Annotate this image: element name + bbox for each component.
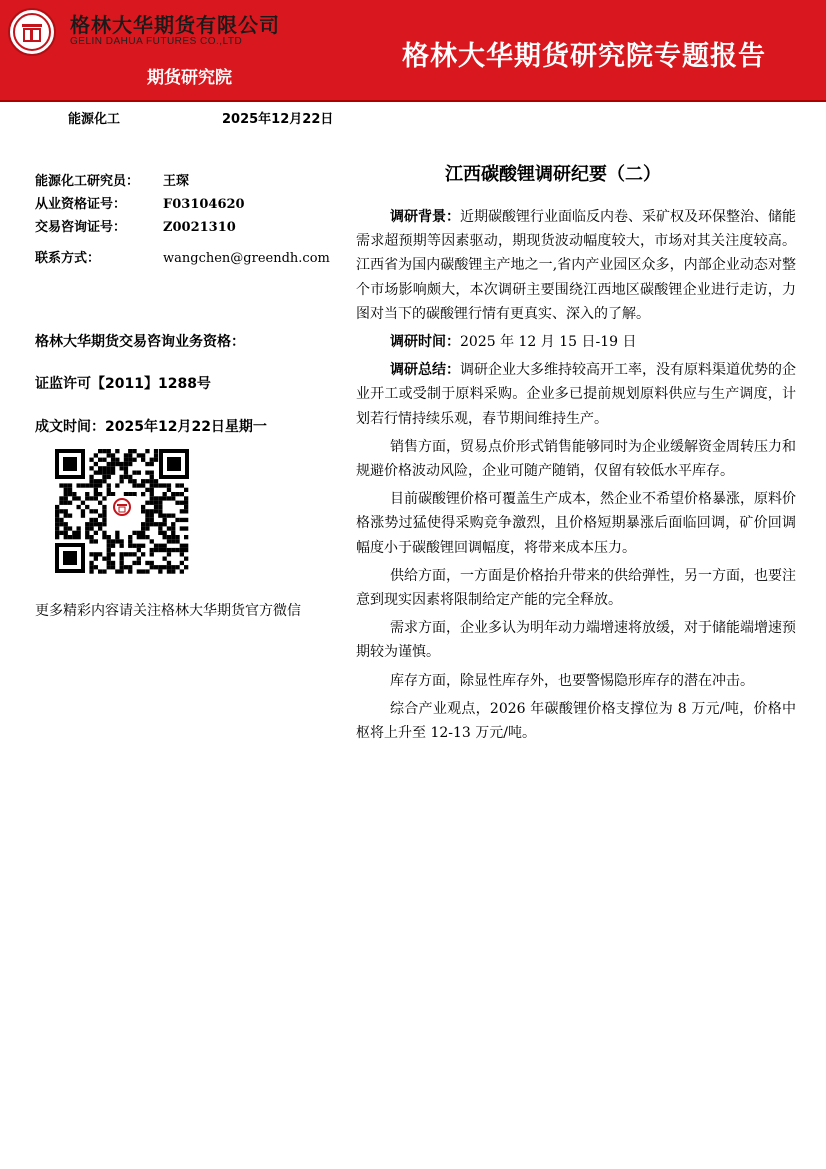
report-type-title: 格林大华期货研究院专题报告	[402, 41, 766, 72]
header-divider	[0, 100, 826, 102]
paragraph-text: 销售方面，贸易点价形式销售能够同时为企业缓解资金周转压力和规避价格波动风险，企业可随产随销，仅留有较低水平库存。	[356, 438, 796, 480]
article-paragraph	[356, 564, 796, 612]
department-label: 期货研究院	[147, 68, 232, 88]
article-paragraph	[356, 358, 796, 431]
paragraph-text: 需求方面，企业多认为明年动力端增速将放缓，对于储能端增速预期较为谨慎。	[356, 620, 796, 661]
license-label: 从业资格证号：	[35, 197, 127, 212]
paragraph-lead: 调研时间：	[390, 334, 460, 351]
article-paragraph	[356, 697, 796, 745]
license-number: F03104620	[163, 197, 245, 212]
article-body	[356, 205, 796, 749]
article-title: 江西碳酸锂调研纪要（二）	[445, 164, 661, 185]
paragraph-text: 供给方面，一方面是价格抬升带来的供给弹性，另一方面，也要注意到现实因素将限制给定产能的完全释放。	[356, 567, 796, 609]
follow-wechat-text: 更多精彩内容请关注格林大华期货官方微信	[35, 603, 301, 619]
paragraph-text: 2025 年 12 月 15 日-19 日	[460, 334, 637, 351]
advisory-number: Z0021310	[163, 220, 236, 235]
researcher-label: 能源化工研究员：	[35, 174, 140, 189]
paragraph-text: 综合产业观点，2026 年碳酸锂价格支撑位为 8 万元/吨，价格中枢将上升至 12-13 万元/吨。	[356, 700, 796, 742]
contact-email[interactable]: wangchen@greendh.com	[163, 251, 330, 266]
paragraph-text: 目前碳酸锂价格可覆盖生产成本，然企业不希望价格暴涨，原料价格涨势过猛使得采购竞争激烈，且价格短期暴涨后面临回调，矿价回调幅度小于碳酸锂回调幅度，将带来成本压力。	[356, 491, 796, 556]
paragraph-lead: 调研总结：	[390, 362, 460, 379]
contact-row	[35, 247, 330, 266]
sector-label: 能源化工	[68, 112, 121, 127]
paragraph-text: 调研企业大多维持较高开工率，没有原料渠道优势的企业开工或受制于原料采购。企业多已提前规划原料供应与生产调度，计划若行情持续乐观，春节期间维持生产。	[356, 362, 796, 427]
paragraph-text: 库存方面，除显性库存外，也要警惕隐形库存的潜在冲击。	[390, 672, 754, 689]
company-name-cn: 格林大华期货有限公司	[70, 13, 280, 37]
researcher-row	[35, 170, 189, 189]
license-row	[35, 193, 245, 212]
advisory-label: 交易咨询证号：	[35, 220, 127, 235]
qualification-heading: 格林大华期货交易咨询业务资格：	[35, 334, 245, 350]
written-time: 成文时间：2025年12月22日星期一	[35, 419, 267, 435]
article-paragraph	[356, 616, 796, 664]
paragraph-text: 近期碳酸锂行业面临反内卷、采矿权及环保整治、储能需求超预期等因素驱动，期现货波动幅度较大，市场对其关注度较高。江西省为国内碳酸锂主产地之一,省内产业园区众多，内部企业动态对整个市场影响颇大，本次调研主要围绕江西地区碳酸锂企业进行走访，力图对当下的碳酸锂行情有更真实、深入的了解。	[356, 209, 796, 322]
researcher-name: 王琛	[163, 174, 190, 189]
article-paragraph	[356, 435, 796, 483]
advisory-row	[35, 216, 236, 235]
article-paragraph	[356, 487, 796, 560]
report-date: 2025年12月22日	[222, 112, 334, 127]
contact-label: 联系方式：	[35, 251, 101, 266]
company-name-en: GELIN DAHUA FUTURES CO.,LTD	[70, 36, 243, 47]
article-paragraph	[356, 669, 796, 693]
paragraph-lead: 调研背景：	[390, 209, 460, 225]
article-paragraph	[356, 205, 796, 326]
article-paragraph	[356, 330, 796, 354]
wechat-qr-code-icon[interactable]	[53, 447, 191, 575]
gelin-dahua-logo-icon	[8, 8, 56, 56]
permit-number: 证监许可【2011】1288号	[35, 376, 211, 392]
